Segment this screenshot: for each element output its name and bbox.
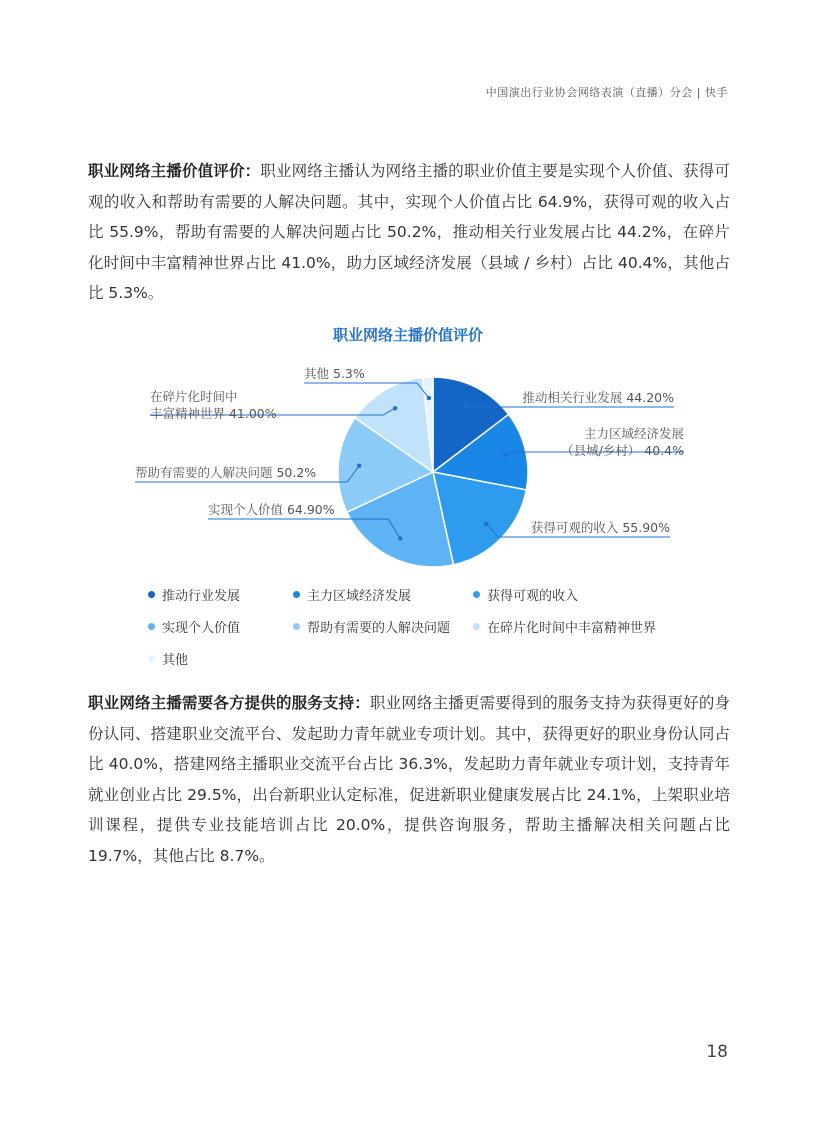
pie-chart bbox=[0, 350, 816, 580]
slice-label: 其他 5.3% bbox=[304, 366, 365, 381]
legend-label: 推动行业发展 bbox=[162, 588, 241, 604]
legend-label: 主力区域经济发展 bbox=[307, 588, 412, 604]
legend-dot-icon bbox=[148, 655, 155, 662]
legend-item bbox=[148, 648, 293, 668]
slice-label: 在碎片化时间中 bbox=[150, 389, 238, 404]
legend-dot-icon bbox=[148, 623, 155, 630]
legend-item bbox=[293, 616, 473, 636]
legend-dot-icon bbox=[473, 623, 480, 630]
slice-label: 主力区域经济发展 bbox=[583, 426, 684, 441]
legend-dot-icon bbox=[473, 591, 480, 598]
paragraph-heading: 职业网络主播价值评价： bbox=[88, 162, 261, 180]
slice-label: 丰富精神世界 41.00% bbox=[150, 406, 277, 421]
slice-label: 获得可观的收入 55.90% bbox=[530, 520, 670, 535]
legend-dot-icon bbox=[293, 591, 300, 598]
legend-dot-icon bbox=[148, 591, 155, 598]
legend-item bbox=[473, 616, 673, 636]
chart-legend bbox=[148, 584, 708, 668]
legend-label: 在碎片化时间中丰富精神世界 bbox=[487, 620, 657, 636]
chart-title: 职业网络主播价值评价 bbox=[332, 326, 483, 344]
slice-label: 实现个人价值 64.90% bbox=[208, 502, 335, 517]
page-number: 18 bbox=[706, 1042, 728, 1062]
legend-label: 实现个人价值 bbox=[162, 620, 241, 636]
legend-label: 获得可观的收入 bbox=[487, 588, 579, 604]
legend-label: 其他 bbox=[162, 652, 189, 668]
slice-label: （县城/乡村） 40.4% bbox=[561, 443, 684, 458]
legend-dot-icon bbox=[293, 623, 300, 630]
paragraph-service-support bbox=[88, 688, 730, 871]
paragraph-value-evaluation bbox=[88, 156, 730, 309]
slice-label: 推动相关行业发展 44.20% bbox=[522, 390, 674, 405]
legend-item bbox=[148, 616, 293, 636]
slice-label: 帮助有需要的人解决问题 50.2% bbox=[135, 465, 317, 480]
paragraph-text: 职业网络主播认为网络主播的职业价值主要是实现个人价值、获得可观的收入和帮助有需要的人解决问题。其中，实现个人价值占比 64.9%，获得可观的收入占比 55.9%，帮助有需要的人解决问题占比 50.2%，推动相关行业发展占比 44.2%，在碎片化时间中丰富精神世界占比 41.0%，助力区域经济发展（县域 / 乡村）占比 40.4%，其他占比 5.3%。 bbox=[88, 162, 730, 302]
legend-label: 帮助有需要的人解决问题 bbox=[307, 620, 451, 636]
page-header: 中国演出行业协会网络表演（直播）分会 | 快手 bbox=[485, 86, 728, 99]
legend-item bbox=[148, 584, 293, 604]
legend-item bbox=[473, 584, 673, 604]
paragraph-text: 职业网络主播更需要得到的服务支持为获得更好的身份认同、搭建职业交流平台、发起助力青年就业专项计划。其中，获得更好的职业身份认同占比 40.0%，搭建网络主播职业交流平台占比 36.3%，发起助力青年就业专项计划，支持青年就业创业占比 29.5%，出台新职业认定标准，促进新职业健康发展占比 24.1%，上架职业培训课程，提供专业技能培训占比 20.0%，提供咨询服务，帮助主播解决相关问题占比 19.7%，其他占比 8.7%。 bbox=[88, 694, 730, 865]
legend-item bbox=[293, 584, 473, 604]
paragraph-heading: 职业网络主播需要各方提供的服务支持： bbox=[88, 694, 370, 712]
